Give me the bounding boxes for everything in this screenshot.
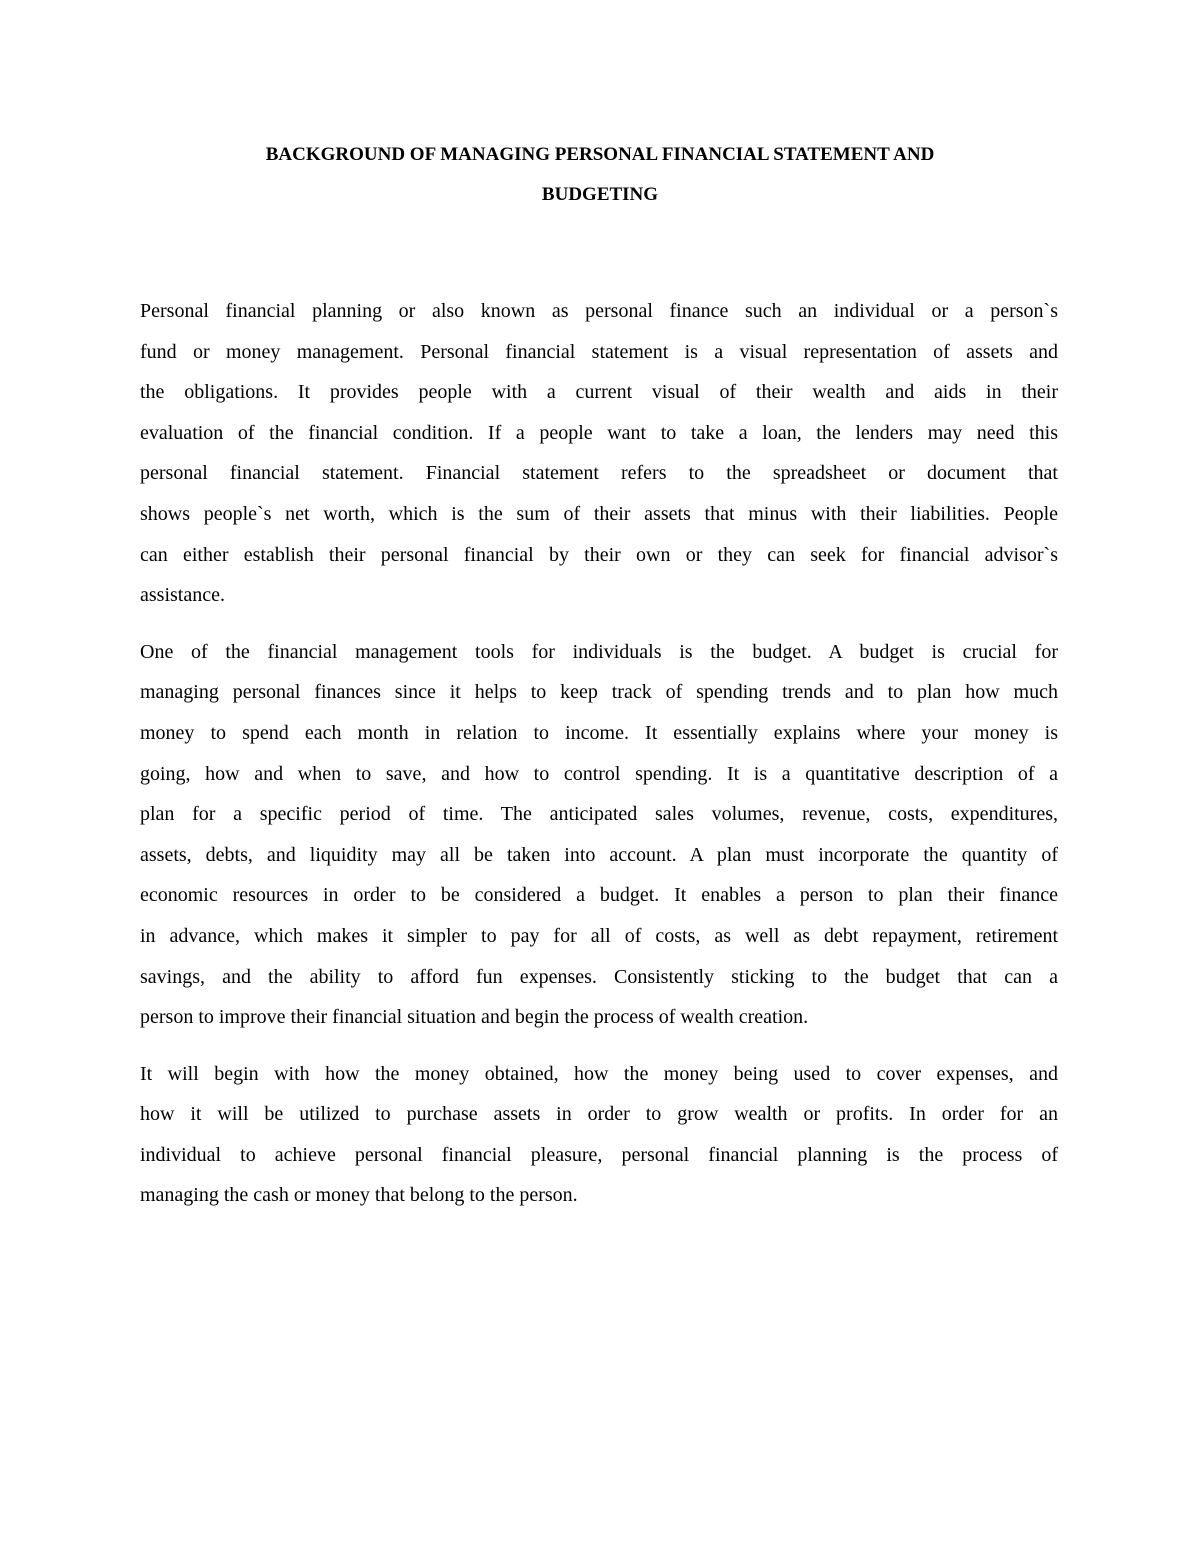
text-line: managing personal finances since it helps to keep track of spending trends and to plan how much (140, 681, 1058, 704)
paragraph-personal-financial-statement (140, 291, 1058, 616)
text-line: managing the cash or money that belong to the person. (140, 1184, 578, 1207)
text-line: fund or money management. Personal financial statement is a visual representation of assets and (140, 340, 1058, 363)
text-line: money to spend each month in relation to income. It essentially explains where your money is (140, 721, 1058, 744)
text-line: individual to achieve personal financial pleasure, personal financial planning is the process of (140, 1143, 1058, 1166)
text-line: can either establish their personal financial by their own or they can seek for financial advisor`s (140, 543, 1058, 566)
text-line: economic resources in order to be considered a budget. It enables a person to plan their finance (140, 884, 1058, 907)
text-line: Personal financial planning or also known as personal finance such an individual or a person`s (140, 300, 1058, 322)
text-line: the obligations. It provides people with a current visual of their wealth and aids in their (140, 381, 1058, 404)
text-line: shows people`s net worth, which is the sum of their assets that minus with their liabilities. People (140, 502, 1058, 525)
text-line: in advance, which makes it simpler to pay for all of costs, as well as debt repayment, retirement (140, 924, 1058, 947)
document-title (140, 135, 1060, 215)
text-line: person to improve their financial situation and begin the process of wealth creation. (140, 1006, 809, 1029)
paragraph-budget (140, 632, 1058, 1038)
title-line: BUDGETING (541, 184, 659, 205)
text-line: plan for a specific period of time. The anticipated sales volumes, revenue, costs, expenditures, (140, 803, 1058, 826)
document-body (140, 291, 1058, 1232)
text-line: It will begin with how the money obtained, how the money being used to cover expenses, and (140, 1062, 1058, 1085)
paragraph-process (140, 1054, 1058, 1216)
text-line: evaluation of the financial condition. If a people want to take a loan, the lenders may need this (140, 421, 1058, 444)
text-line: personal financial statement. Financial statement refers to the spreadsheet or document that (140, 462, 1058, 485)
text-line: One of the financial management tools for individuals is the budget. A budget is crucial for (140, 640, 1058, 663)
text-line: how it will be utilized to purchase assets in order to grow wealth or profits. In order for an (140, 1103, 1058, 1126)
text-line: assets, debts, and liquidity may all be taken into account. A plan must incorporate the quantity of (140, 843, 1058, 866)
text-line: savings, and the ability to afford fun expenses. Consistently sticking to the budget that can a (140, 965, 1058, 988)
text-line: going, how and when to save, and how to control spending. It is a quantitative description of a (140, 762, 1058, 785)
title-line: BACKGROUND OF MANAGING PERSONAL FINANCIAL STATEMENT AND (265, 144, 935, 165)
text-line: assistance. (140, 584, 225, 607)
